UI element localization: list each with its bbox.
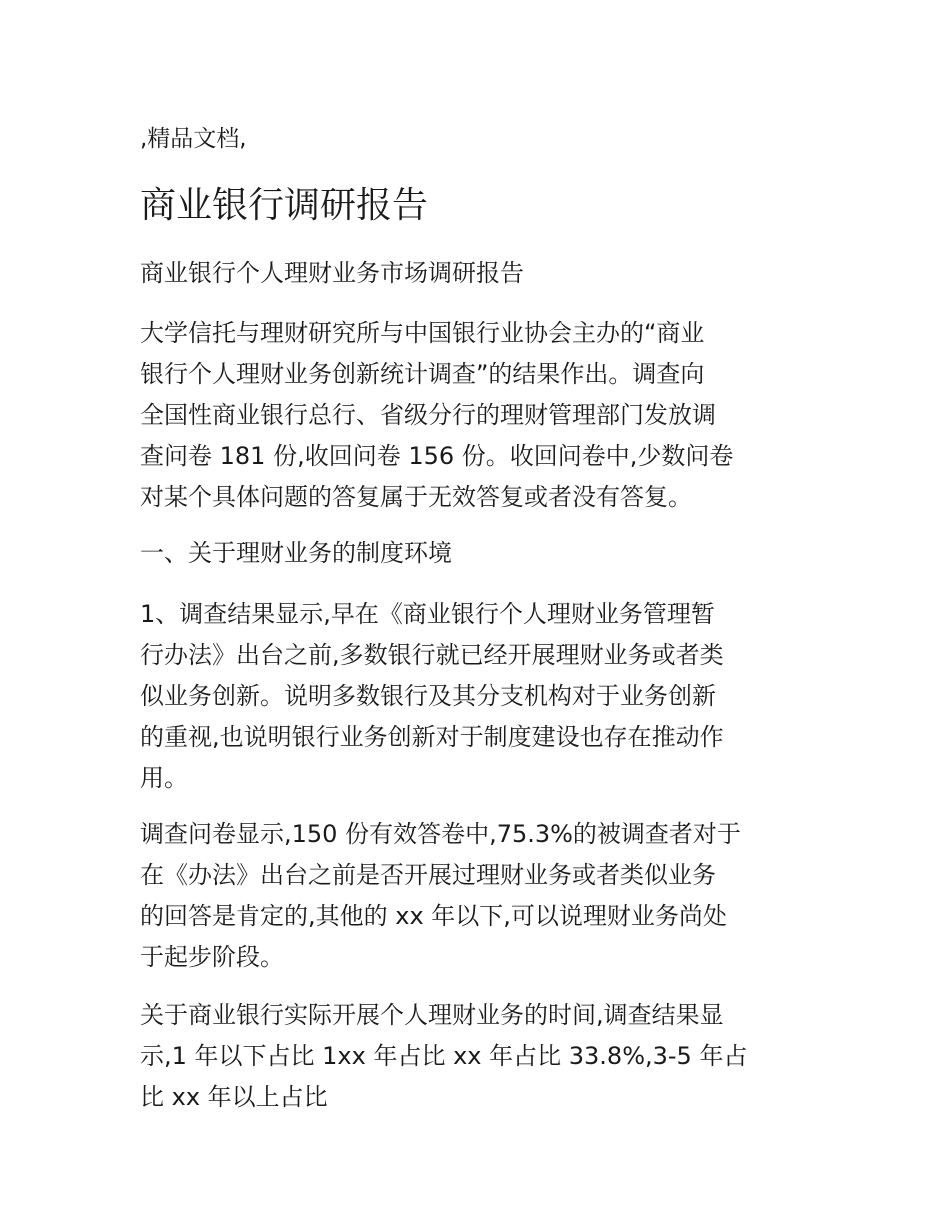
paragraph-survey-result — [140, 594, 820, 799]
paragraph-line: 大学信托与理财研究所与中国银行业协会主办的“商业 — [140, 319, 705, 347]
paragraph-line: 查问卷 181 份,收回问卷 156 份。收回问卷中,少数问卷 — [140, 442, 734, 470]
paragraph-line: 似业务创新。说明多数银行及其分支机构对于业务创新 — [140, 682, 716, 710]
subtitle-line: 商业银行个人理财业务市场调研报告 — [140, 259, 524, 287]
document-label: ,精品文档, — [140, 126, 247, 152]
paragraph-line: 全国性商业银行总行、省级分行的理财管理部门发放调 — [140, 401, 716, 429]
paragraph-line: 示,1 年以下占比 1xx 年占比 xx 年占比 33.8%,3-5 年占 — [140, 1042, 748, 1070]
paragraph-line: 行办法》出台之前,多数银行就已经开展理财业务或者类 — [140, 641, 724, 669]
paragraph-business-duration — [140, 995, 820, 1118]
section-heading-line: 一、关于理财业务的制度环境 — [140, 539, 452, 567]
paragraph-line: 银行个人理财业务创新统计调查”的结果作出。调查向 — [140, 360, 705, 388]
paragraph-questionnaire — [140, 814, 820, 978]
paragraph-line: 比 xx 年以上占比 — [140, 1083, 328, 1111]
paragraph-line: 于起步阶段。 — [140, 943, 284, 971]
paragraph-line: 在《办法》出台之前是否开展过理财业务或者类似业务 — [140, 861, 716, 889]
section-heading — [140, 533, 820, 574]
paragraph-intro — [140, 313, 820, 518]
paragraph-line: 对某个具体问题的答复属于无效答复或者没有答复。 — [140, 483, 692, 511]
paragraph-line: 1、调查结果显示,早在《商业银行个人理财业务管理暂 — [140, 600, 715, 628]
paragraph-line: 用。 — [140, 764, 188, 792]
document-title: 商业银行调研报告 — [140, 185, 429, 226]
paragraph-line: 调查问卷显示,150 份有效答卷中,75.3%的被调查者对于 — [140, 820, 741, 848]
paragraph-line: 的回答是肯定的,其他的 xx 年以下,可以说理财业务尚处 — [140, 902, 727, 930]
document-subtitle — [140, 253, 820, 294]
paragraph-line: 关于商业银行实际开展个人理财业务的时间,调查结果显 — [140, 1001, 724, 1029]
paragraph-line: 的重视,也说明银行业务创新对于制度建设也存在推动作 — [140, 723, 724, 751]
